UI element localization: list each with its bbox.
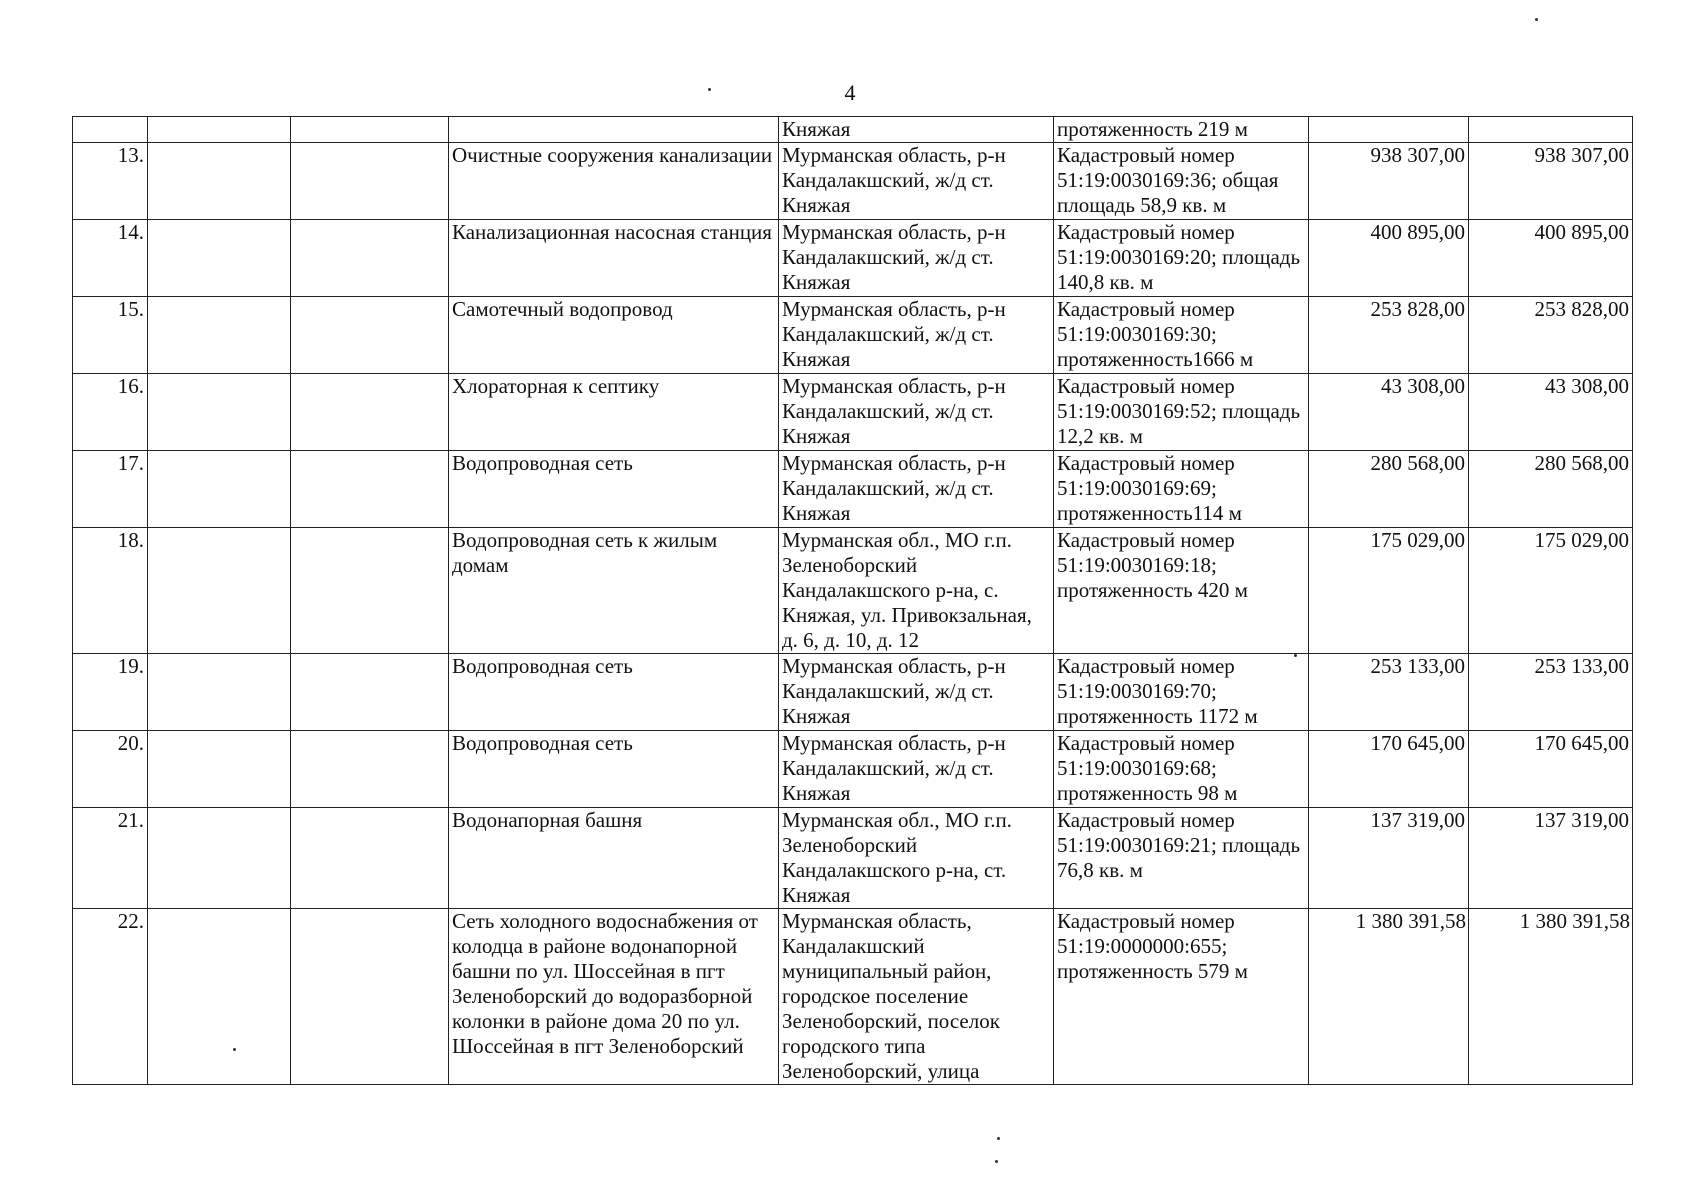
scan-speck	[233, 1048, 236, 1051]
object-value-2: 1 380 391,58	[1469, 909, 1633, 1085]
table-row	[73, 451, 1633, 528]
object-address: Мурманская область, р-н Кандалакшский, ж/д ст. Княжая	[779, 451, 1054, 528]
object-address: Мурманская обл., МО г.п. Зеленоборский Кандалакшского р-на, с. Княжая, ул. Привокзальная, д. 6, д. 10, д. 12	[779, 528, 1054, 654]
row-number: 14.	[73, 220, 148, 297]
object-value-1: 400 895,00	[1309, 220, 1469, 297]
cell-empty	[148, 117, 291, 143]
object-characteristics: Кадастровый номер 51:19:0030169:69; протяженность114 м	[1054, 451, 1309, 528]
cell-number	[73, 117, 148, 143]
object-address: Мурманская область, р-н Кандалакшский, ж/д ст. Княжая	[779, 143, 1054, 220]
object-name: Очистные сооружения канализации	[449, 143, 779, 220]
table-row	[73, 731, 1633, 808]
cell-empty	[291, 909, 449, 1085]
cell-characteristics: протяженность 219 м	[1054, 117, 1309, 143]
scan-speck	[1294, 654, 1297, 657]
cell-empty	[291, 117, 449, 143]
row-number: 13.	[73, 143, 148, 220]
object-address: Мурманская область, Кандалакшский муниципальный район, городское поселение Зеленоборский, поселок городского типа Зеленоборский, улица	[779, 909, 1054, 1085]
cell-empty	[291, 654, 449, 731]
table-row	[73, 220, 1633, 297]
object-value-2: 43 308,00	[1469, 374, 1633, 451]
object-address: Мурманская обл., МО г.п. Зеленоборский Кандалакшского р-на, ст. Княжая	[779, 808, 1054, 909]
object-characteristics: Кадастровый номер 51:19:0030169:68; протяженность 98 м	[1054, 731, 1309, 808]
page-number: 4	[844, 80, 856, 105]
object-value-1: 170 645,00	[1309, 731, 1469, 808]
cell-address: Княжая	[779, 117, 1054, 143]
object-address: Мурманская область, р-н Кандалакшский, ж/д ст. Княжая	[779, 731, 1054, 808]
object-name: Хлораторная к септику	[449, 374, 779, 451]
object-name: Самотечный водопровод	[449, 297, 779, 374]
table-row	[73, 528, 1633, 654]
property-registry-table	[72, 116, 1633, 1085]
object-value-1: 43 308,00	[1309, 374, 1469, 451]
cell-empty	[148, 731, 291, 808]
table-row	[73, 374, 1633, 451]
table-row	[73, 297, 1633, 374]
scan-speck	[708, 88, 711, 91]
object-name: Водопроводная сеть	[449, 451, 779, 528]
cell-empty	[148, 374, 291, 451]
cell-empty	[291, 808, 449, 909]
object-value-2: 400 895,00	[1469, 220, 1633, 297]
object-characteristics: Кадастровый номер 51:19:0030169:21; площадь 76,8 кв. м	[1054, 808, 1309, 909]
scan-speck	[995, 1160, 998, 1163]
cell-empty	[148, 143, 291, 220]
object-characteristics: Кадастровый номер 51:19:0030169:30; протяженность1666 м	[1054, 297, 1309, 374]
object-value-1: 1 380 391,58	[1309, 909, 1469, 1085]
cell-empty	[291, 374, 449, 451]
object-value-1: 137 319,00	[1309, 808, 1469, 909]
object-name: Водонапорная башня	[449, 808, 779, 909]
cell-empty	[148, 528, 291, 654]
cell-value	[1469, 117, 1633, 143]
object-name: Водопроводная сеть к жилым домам	[449, 528, 779, 654]
object-value-1: 175 029,00	[1309, 528, 1469, 654]
table-row	[73, 654, 1633, 731]
cell-empty	[291, 451, 449, 528]
row-number: 20.	[73, 731, 148, 808]
cell-empty	[148, 220, 291, 297]
object-name: Водопроводная сеть	[449, 731, 779, 808]
object-name: Водопроводная сеть	[449, 654, 779, 731]
table-row-continuation	[73, 117, 1633, 143]
object-value-1: 280 568,00	[1309, 451, 1469, 528]
row-number: 22.	[73, 909, 148, 1085]
row-number: 19.	[73, 654, 148, 731]
cell-empty	[291, 528, 449, 654]
object-address: Мурманская область, р-н Кандалакшский, ж/д ст. Княжая	[779, 654, 1054, 731]
cell-empty	[291, 297, 449, 374]
row-number: 16.	[73, 374, 148, 451]
cell-empty	[291, 731, 449, 808]
object-characteristics: Кадастровый номер 51:19:0030169:20; площадь 140,8 кв. м	[1054, 220, 1309, 297]
cell-empty	[148, 909, 291, 1085]
row-number: 18.	[73, 528, 148, 654]
scan-speck	[997, 1137, 1000, 1140]
row-number: 17.	[73, 451, 148, 528]
scan-speck	[1535, 18, 1538, 21]
cell-empty	[148, 654, 291, 731]
object-value-2: 253 828,00	[1469, 297, 1633, 374]
cell-empty	[148, 808, 291, 909]
object-value-2: 170 645,00	[1469, 731, 1633, 808]
row-number: 15.	[73, 297, 148, 374]
row-number: 21.	[73, 808, 148, 909]
object-value-1: 253 133,00	[1309, 654, 1469, 731]
cell-empty	[148, 451, 291, 528]
object-value-2: 137 319,00	[1469, 808, 1633, 909]
table-row	[73, 808, 1633, 909]
object-name: Сеть холодного водоснабжения от колодца в районе водонапорной башни по ул. Шоссейная в пгт Зеленоборский до водоразборной колонки в районе дома 20 по ул. Шоссейная в пгт Зеленоборский	[449, 909, 779, 1085]
object-address: Мурманская область, р-н Кандалакшский, ж/д ст. Княжая	[779, 220, 1054, 297]
object-value-2: 280 568,00	[1469, 451, 1633, 528]
cell-value	[1309, 117, 1469, 143]
object-address: Мурманская область, р-н Кандалакшский, ж/д ст. Княжая	[779, 297, 1054, 374]
object-address: Мурманская область, р-н Кандалакшский, ж/д ст. Княжая	[779, 374, 1054, 451]
object-characteristics: Кадастровый номер 51:19:0030169:36; общая площадь 58,9 кв. м	[1054, 143, 1309, 220]
cell-name	[449, 117, 779, 143]
object-value-2: 938 307,00	[1469, 143, 1633, 220]
object-characteristics: Кадастровый номер 51:19:0000000:655; протяженность 579 м	[1054, 909, 1309, 1085]
cell-empty	[148, 297, 291, 374]
table-row	[73, 909, 1633, 1085]
object-characteristics: Кадастровый номер 51:19:0030169:18; протяженность 420 м	[1054, 528, 1309, 654]
object-value-1: 938 307,00	[1309, 143, 1469, 220]
object-value-2: 253 133,00	[1469, 654, 1633, 731]
cell-empty	[291, 220, 449, 297]
object-value-1: 253 828,00	[1309, 297, 1469, 374]
object-characteristics: Кадастровый номер 51:19:0030169:70; протяженность 1172 м	[1054, 654, 1309, 731]
table-row	[73, 143, 1633, 220]
object-name: Канализационная насосная станция	[449, 220, 779, 297]
object-value-2: 175 029,00	[1469, 528, 1633, 654]
object-characteristics: Кадастровый номер 51:19:0030169:52; площадь 12,2 кв. м	[1054, 374, 1309, 451]
cell-empty	[291, 143, 449, 220]
